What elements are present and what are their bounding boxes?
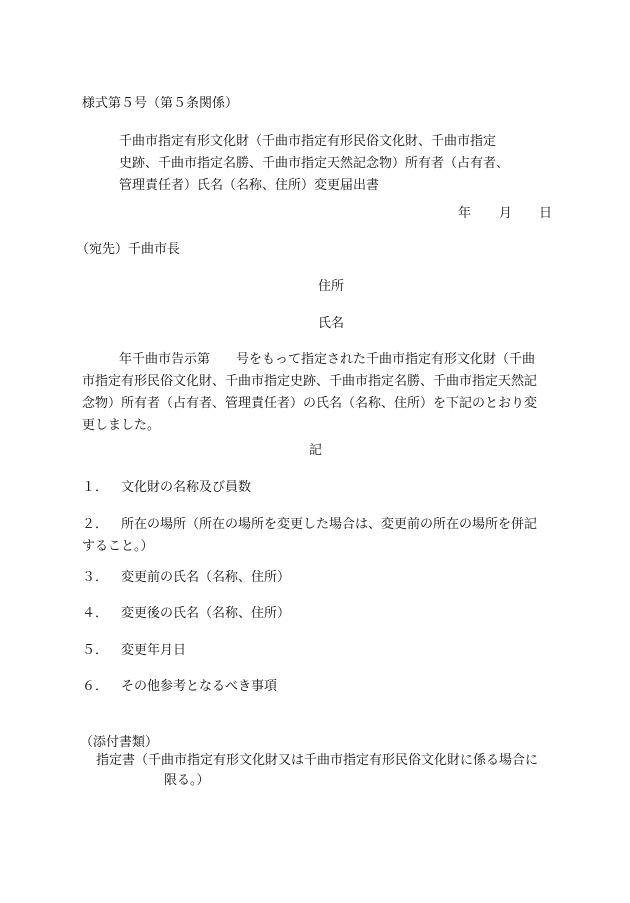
list-item-number: １． [82, 480, 109, 495]
attachments-line-1: 指定書（千曲市指定有形文化財又は千曲市指定有形民俗文化財に係る場合に [96, 753, 539, 768]
attachments-line-2: 限る。） [164, 773, 210, 788]
list-item-number: ２． [82, 517, 109, 532]
ki-heading: 記 [309, 443, 323, 458]
date-year: 年 [458, 206, 472, 221]
list-item-text: 文化財の名称及び員数 [121, 480, 252, 495]
title-line-1: 千曲市指定有形文化財（千曲市指定有形民俗文化財、千曲市指定 [119, 134, 497, 149]
list-item-text: 所在の場所（所在の場所を変更した場合は、変更前の所在の場所を併記 [121, 517, 538, 532]
list-item-continuation: すること。） [82, 539, 154, 554]
date-month: 月 [499, 206, 513, 221]
attachments-heading: （添付書類） [80, 735, 159, 750]
list-item-text: 変更前の氏名（名称、住所） [121, 570, 291, 585]
name-label: 氏名 [318, 316, 345, 331]
list-item-number: ４． [82, 606, 109, 621]
body-line-4: 更しました。 [82, 418, 161, 433]
addressee: （宛先）千曲市長 [76, 242, 181, 257]
address-label: 住所 [318, 279, 345, 294]
body-line-3: 念物）所有者（占有者、管理責任者）の氏名（名称、住所）を下記のとおり変 [82, 396, 538, 411]
list-item-text: その他参考となるべき事項 [121, 679, 278, 694]
list-item-text: 変更後の氏名（名称、住所） [121, 606, 291, 621]
date-day: 日 [539, 206, 553, 221]
body-line-1: 年千曲市告示第 号をもって指定された千曲市指定有形文化財（千曲 [119, 352, 536, 367]
form-number: 様式第５号（第５条関係） [82, 96, 239, 111]
list-item-number: ３． [82, 570, 109, 585]
title-line-3: 管理責任者）氏名（名称、住所）変更届出書 [119, 178, 380, 193]
body-line-2: 市指定有形民俗文化財、千曲市指定史跡、千曲市指定名勝、千曲市指定天然記 [82, 374, 538, 389]
list-item-number: ６． [82, 679, 109, 694]
list-item-number: ５． [82, 643, 109, 658]
title-line-2: 史跡、千曲市指定名勝、千曲市指定天然記念物）所有者（占有者、 [119, 156, 510, 171]
list-item-text: 変更年月日 [121, 643, 187, 658]
